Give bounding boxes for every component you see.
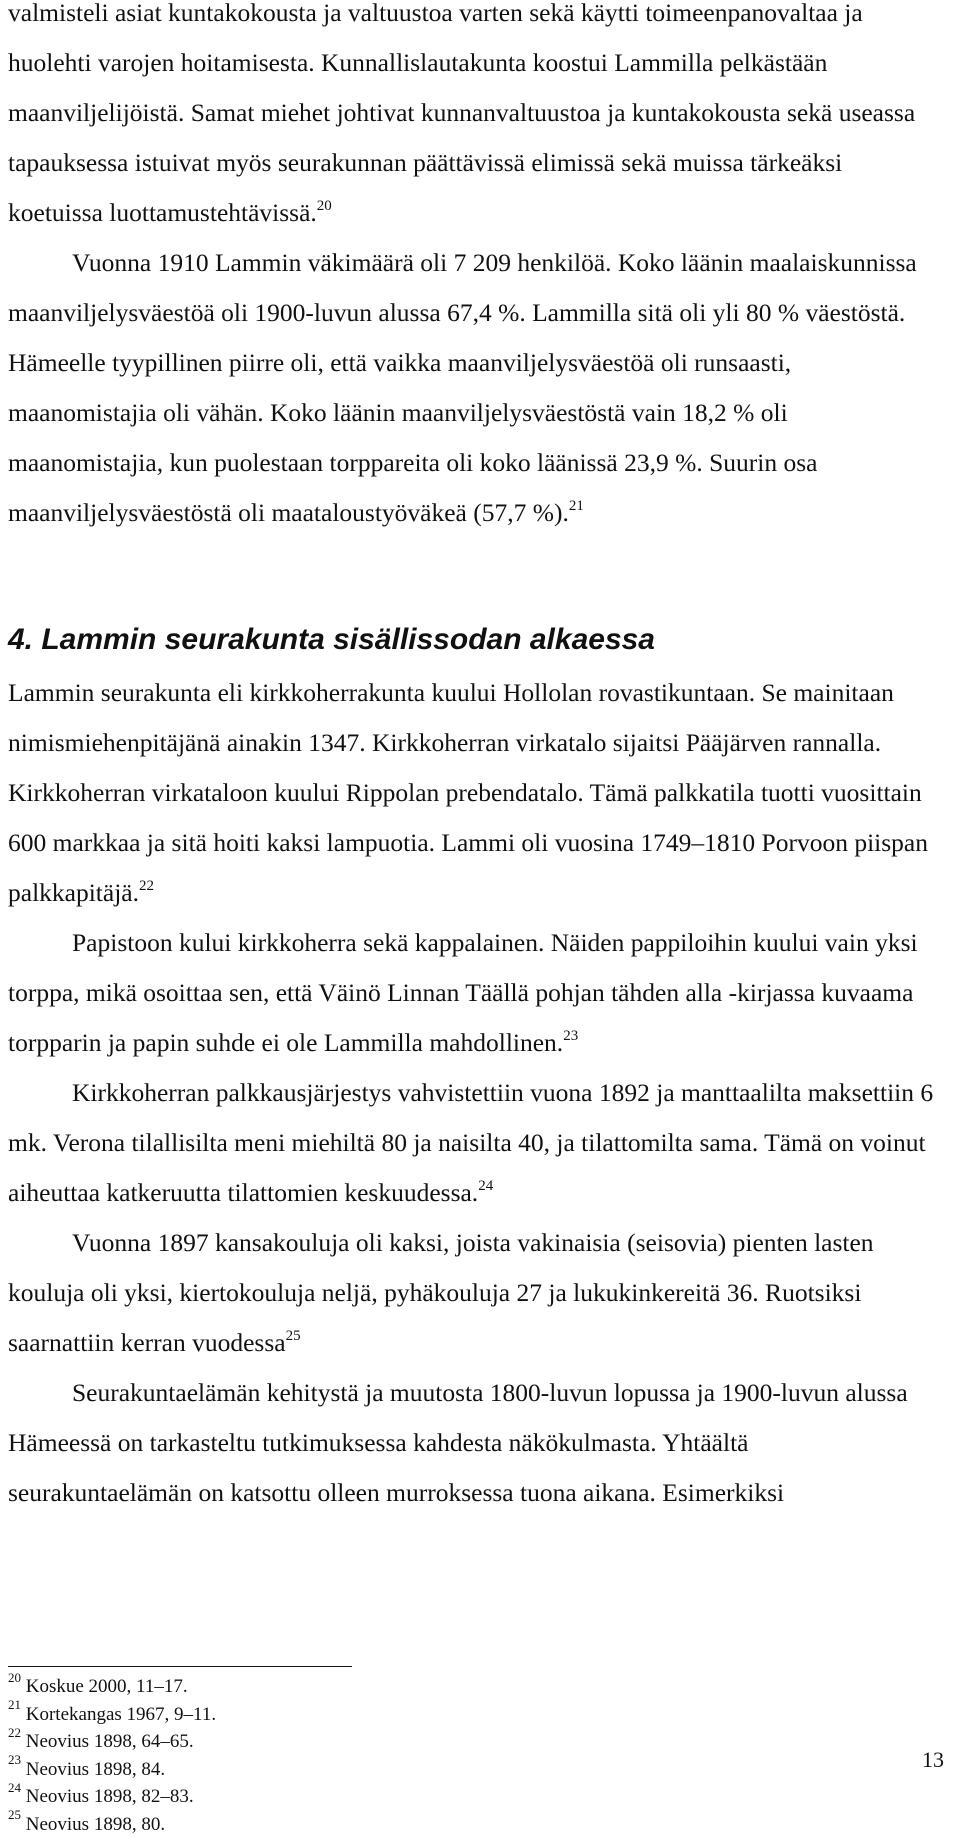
footnote-number: 22 [8, 1725, 21, 1740]
footnote [8, 1783, 608, 1811]
section-heading: 4. Lammin seurakunta sisällissodan alkaessa [8, 615, 655, 665]
section-paragraph [8, 1368, 938, 1518]
footnote-text: Neovius 1898, 84. [26, 1759, 165, 1780]
footnote-ref: 25 [286, 1328, 301, 1344]
footnote [8, 1701, 608, 1729]
page-number: 13 [922, 1747, 944, 1773]
footnote-ref: 24 [478, 1178, 493, 1194]
footnote [8, 1728, 608, 1756]
footnote-divider [8, 1666, 352, 1667]
upper-text-block [8, 0, 938, 538]
footnote [8, 1811, 608, 1838]
footnote-text: Neovius 1898, 80. [26, 1814, 165, 1835]
footnote-number: 21 [8, 1697, 21, 1712]
paragraph-text: Vuonna 1910 Lammin väkimäärä oli 7 209 henkilöä. Koko läänin maalaiskunnissa maanviljelysväestöä oli 1900-luvun alussa 67,4 %. Lammilla sitä oli yli 80 % väestöstä. Hämeelle tyypillinen piirre oli, että vaikka maanviljelysväestöä oli runsaasti, maanomistajia oli vähän. Koko läänin maanviljelysväestöstä vain 18,2 % oli maanomistajia, kun puolestaan torppareita oli koko läänissä 23,9 %. Suurin osa maanviljelysväestöstä oli maataloustyöväkeä (57,7 %). [8, 248, 917, 527]
section-paragraph [8, 918, 938, 1068]
continuation-paragraph [8, 0, 938, 238]
paragraph-text: Papistoon kului kirkkoherra sekä kappalainen. Näiden pappiloihin kuului vain yksi torppa, mikä osoittaa sen, että Väinö Linnan Täällä pohjan tähden alla -kirjassa kuvaama torpparin ja papin suhde ei ole Lammilla mahdollinen. [8, 928, 918, 1057]
paragraph-text: Vuonna 1897 kansakouluja oli kaksi, joista vakinaisia (seisovia) pienten lasten kouluja oli yksi, kiertokouluja neljä, pyhäkouluja 27 ja lukukinkereitä 36. Ruotsiksi saarnattiin kerran vuodessa [8, 1228, 874, 1357]
paragraph-text: Seurakuntaelämän kehitystä ja muutosta 1800-luvun lopussa ja 1900-luvun alussa Hämeessä on tarkasteltu tutkimuksessa kahdesta näkökulmasta. Yhtäältä seurakuntaelämän on katsottu olleen murroksessa tuona aikana. Esimerkiksi [8, 1378, 908, 1507]
footnote-ref: 20 [317, 198, 332, 214]
section-paragraph [8, 668, 938, 918]
section-text-block [8, 668, 938, 1518]
footnote [8, 1673, 608, 1701]
footnote-number: 20 [8, 1670, 21, 1685]
footnote-number: 25 [8, 1807, 21, 1822]
paragraph-text: valmisteli asiat kuntakokousta ja valtuustoa varten sekä käytti toimeenpanovaltaa ja huolehti varojen hoitamisesta. Kunnallislautakunta koostui Lammilla pelkästään maanviljelijöistä. Samat miehet johtivat kunnanvaltuustoa ja kuntakokousta sekä useassa tapauksessa istuivat myös seurakunnan päättävissä elimissä sekä muissa tärkeäksi koetuissa luottamustehtävissä. [8, 0, 915, 227]
footnote-number: 24 [8, 1780, 21, 1795]
footnote [8, 1756, 608, 1784]
section-paragraph [8, 1218, 938, 1368]
footnote-text: Neovius 1898, 64–65. [26, 1731, 194, 1752]
footnote-text: Koskue 2000, 11–17. [26, 1676, 188, 1697]
population-paragraph [8, 238, 938, 538]
paragraph-text: Lammin seurakunta eli kirkkoherrakunta kuului Hollolan rovastikuntaan. Se mainitaan nimismiehenpitäjänä ainakin 1347. Kirkkoherran virkatalo sijaitsi Pääjärven rannalla. Kirkkoherran virkataloon kuului Rippolan prebendatalo. Tämä palkkatila tuotti vuosittain 600 markkaa ja sitä hoiti kaksi lampuotia. Lammi oli vuosina 1749–1810 Porvoon piispan palkkapitäjä. [8, 678, 928, 907]
footnote-ref: 22 [139, 878, 154, 894]
footnote-ref: 21 [569, 498, 584, 514]
footnote-number: 23 [8, 1752, 21, 1767]
footnotes [8, 1673, 608, 1838]
footnote-text: Kortekangas 1967, 9–11. [26, 1704, 216, 1725]
paragraph-text: Kirkkoherran palkkausjärjestys vahvistettiin vuona 1892 ja manttaalilta maksettiin 6 mk. Verona tilallisilta meni miehiltä 80 ja naisilta 40, ja tilattomilta sama. Tämä on voinut aiheuttaa katkeruutta tilattomien keskuudessa. [8, 1078, 933, 1207]
footnote-text: Neovius 1898, 82–83. [26, 1786, 194, 1807]
section-paragraph [8, 1068, 938, 1218]
footnote-ref: 23 [563, 1028, 578, 1044]
